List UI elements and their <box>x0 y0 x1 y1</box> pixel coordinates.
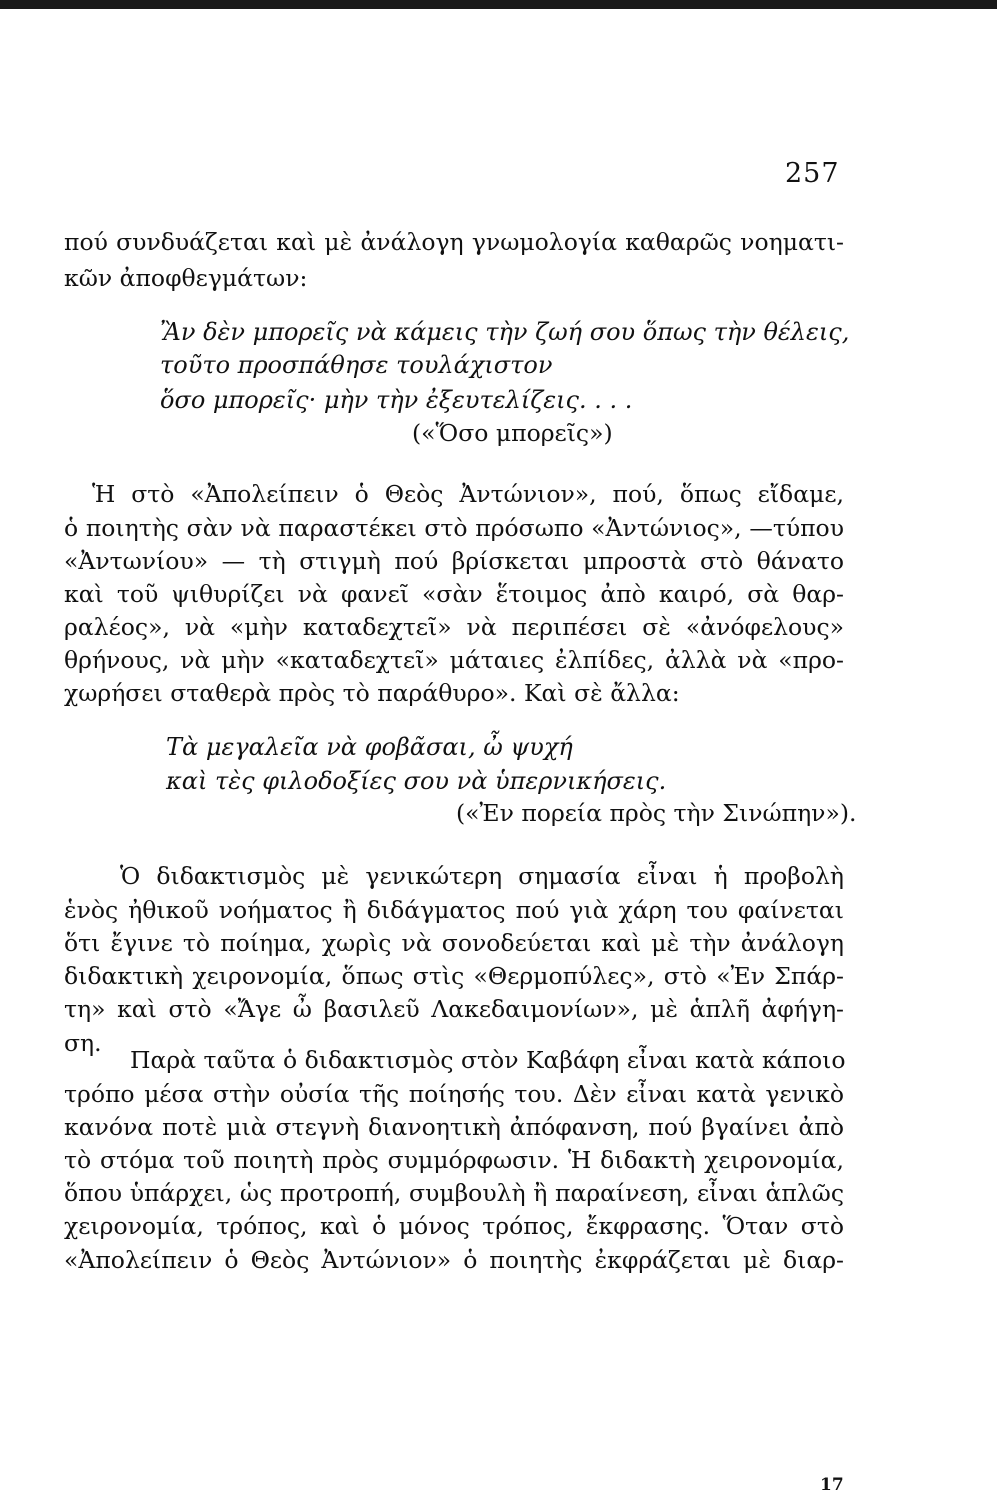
text-line: πού συνδυάζεται καὶ μὲ ἀνάλογη γνωμολογία καθαρῶς νοηματι- <box>64 228 844 256</box>
signature-mark: 17 <box>820 1475 844 1495</box>
text-line: ἑνὸς ἠθικοῦ νοήματος ἢ διδάγματος πού γιὰ χάρη του φαίνεται <box>64 896 844 924</box>
text-line: κανόνα ποτὲ μιὰ στεγνὴ διανοητικὴ ἀπόφανση, πού βγαίνει ἀπὸ <box>64 1113 844 1141</box>
page-number: 257 <box>785 158 840 189</box>
poem-citation: («Ἐν πορεία πρὸς τὴν Σινώπην»). <box>456 799 857 827</box>
text-line: διδακτικὴ χειρονομία, ὅπως στὶς «Θερμοπύλες», στὸ «Ἐν Σπάρ- <box>64 962 844 990</box>
text-line: θρήνους, νὰ μὴν «καταδεχτεῖ» μάταιες ἐλπίδες, ἀλλὰ νὰ «προ- <box>64 646 844 674</box>
text-line: Ἡ στὸ «Ἀπολείπειν ὁ Θεὸς Ἀντώνιον», πού, ὅπως εἴδαμε, <box>92 480 844 508</box>
text-line: χειρονομία, τρόπος, καὶ ὁ μόνος τρόπος, ἔκφρασης. Ὅταν στὸ <box>64 1212 844 1240</box>
page-top-edge <box>0 0 997 9</box>
verse-line: Τὰ μεγαλεῖα νὰ φοβᾶσαι, ὦ ψυχή <box>166 733 573 761</box>
text-line: τη» καὶ στὸ «Ἄγε ὦ βασιλεῦ Λακεδαιμονίων», μὲ ἁπλῆ ἀφήγη- <box>64 995 844 1023</box>
text-line: κῶν ἀποφθεγμάτων: <box>64 264 308 292</box>
verse-line: ὅσο μπορεῖς· μὴν τὴν ἐξευτελίζεις. . . . <box>160 386 633 414</box>
verse-line: καὶ τὲς φιλοδοξίες σου νὰ ὑπερνικήσεις. <box>166 767 667 795</box>
text-line: «Ἀπολείπειν ὁ Θεὸς Ἀντώνιον» ὁ ποιητὴς ἐκφράζεται μὲ διαρ- <box>64 1246 844 1274</box>
text-line: χωρήσει σταθερὰ πρὸς τὸ παράθυρο». Καὶ σὲ ἄλλα: <box>64 679 680 707</box>
text-line: καὶ τοῦ ψιθυρίζει νὰ φανεῖ «σὰν ἕτοιμος ἀπὸ καιρό, σὰ θαρ- <box>64 580 844 608</box>
text-line: τρόπο μέσα στὴν οὐσία τῆς ποίησής του. Δὲν εἶναι κατὰ γενικὸ <box>64 1080 844 1108</box>
text-line: Παρὰ ταῦτα ὁ διδακτισμὸς στὸν Καβάφη εἶναι κατὰ κάποιο <box>130 1046 846 1074</box>
verse-line: τοῦτο προσπάθησε τουλάχιστον <box>160 351 553 379</box>
text-line: «Ἀντωνίου» — τὴ στιγμὴ πού βρίσκεται μπροστὰ στὸ θάνατο <box>64 547 844 575</box>
text-line: ὁ ποιητὴς σὰν νὰ παραστέκει στὸ πρόσωπο «Ἀντώνιος», —τύπου <box>64 514 844 542</box>
text-line: ση. <box>64 1029 102 1057</box>
text-line: τὸ στόμα τοῦ ποιητὴ πρὸς συμμόρφωσιν. Ἡ διδακτὴ χειρονομία, <box>64 1146 844 1174</box>
poem-citation: («Ὅσο μπορεῖς») <box>412 419 613 447</box>
verse-line: Ἂν δὲν μπορεῖς νὰ κάμεις τὴν ζωή σου ὅπως τὴν θέλεις, <box>160 318 850 346</box>
text-line: ραλέος», νὰ «μὴν καταδεχτεῖ» νὰ περιπέσει σὲ «ἀνόφελους» <box>64 613 844 641</box>
text-line: Ὁ διδακτισμὸς μὲ γενικώτερη σημασία εἶναι ἡ προβολὴ <box>120 862 844 890</box>
text-line: ὅτι ἔγινε τὸ ποίημα, χωρὶς νὰ σονοδεύεται καὶ μὲ τὴν ἀνάλογη <box>64 929 844 957</box>
text-line: ὅπου ὑπάρχει, ὡς προτροπή, συμβουλὴ ἢ παραίνεση, εἶναι ἁπλῶς <box>64 1179 844 1207</box>
